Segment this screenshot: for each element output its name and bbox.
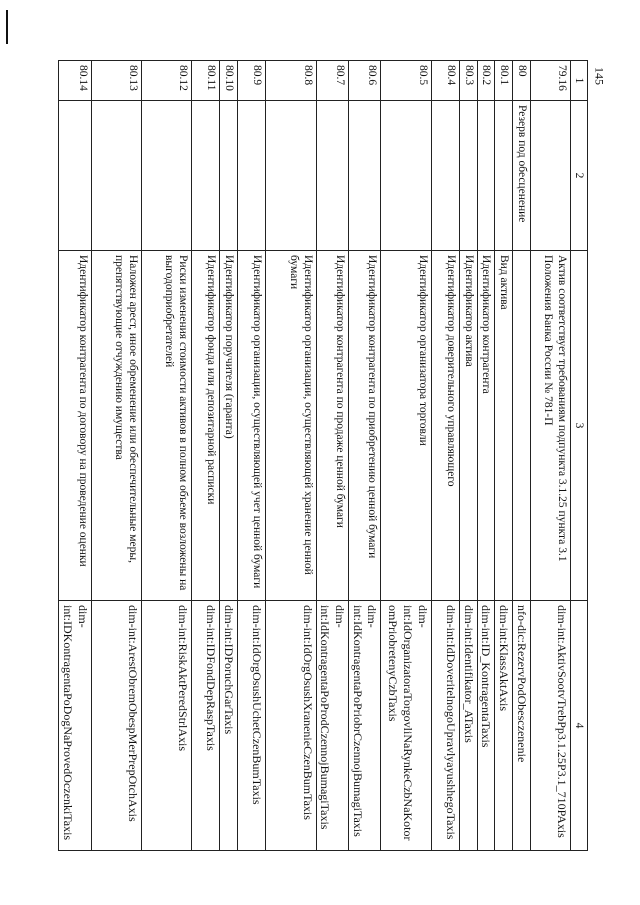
row-number-cell: 80.1	[495, 61, 513, 101]
attribute-name-cell: Идентификатор организации, осуществляющей учет ценной бумаги	[238, 251, 266, 601]
axis-code-cell: dim-int:ID_KontragentaTaxis	[477, 601, 495, 851]
table-row	[513, 61, 531, 851]
section-name-cell	[316, 101, 348, 251]
table-row	[266, 61, 316, 851]
row-number-cell: 80	[513, 61, 531, 101]
table-row	[431, 61, 459, 851]
table-row	[238, 61, 266, 851]
axis-code-cell: dim-int:AktivSootvTrebPp3.1.25P3.1_710PAxis	[530, 601, 570, 851]
row-number-cell: 80.14	[59, 61, 92, 101]
attribute-name-cell	[513, 251, 531, 601]
page-number-text: 145	[592, 67, 607, 85]
section-name-cell: Резерв под обесценение	[513, 101, 531, 251]
section-name-cell	[141, 101, 191, 251]
axis-code-cell: dim-int:IdOrganizatoraTorgovliNaRynkeCzbNaKotoromPriobretenyCzbTaxis	[381, 601, 431, 851]
page-number	[588, 56, 610, 96]
row-number-cell: 80.7	[316, 61, 348, 101]
section-name-cell	[477, 101, 495, 251]
axis-code-cell: dim-int:IDPoruchGarTaxis	[220, 601, 238, 851]
table-body	[59, 61, 571, 851]
attribute-name-cell: Наложен арест, иное обременение или обеспечительные меры, препятствующие отчуждению имущества	[91, 251, 141, 601]
attribute-name-cell: Идентификатор поручителя (гаранта)	[220, 251, 238, 601]
row-number-cell: 79.16	[530, 61, 570, 101]
axis-code-cell: dim-int:IdOrgOsushXranenieCzenBumTaxis	[266, 601, 316, 851]
attribute-name-cell: Вид актива	[495, 251, 513, 601]
axis-code-cell: dim-int:IdKontragentaPoPriobrCzennojBumagiTaxis	[348, 601, 380, 851]
axis-code-cell: nfo-dic:RezervPodObesczenenie	[513, 601, 531, 851]
rotated-table-container	[58, 60, 588, 850]
section-name-cell	[431, 101, 459, 251]
section-name-cell	[459, 101, 477, 251]
table-row	[495, 61, 513, 851]
row-number-cell: 80.12	[141, 61, 191, 101]
attribute-name-cell: Идентификатор организатора торговли	[381, 251, 431, 601]
column-header-2: 2	[570, 101, 587, 251]
section-name-cell	[91, 101, 141, 251]
table-row	[220, 61, 238, 851]
attribute-name-cell: Идентификатор контрагента по договору на проведение оценки	[59, 251, 92, 601]
row-number-cell: 80.9	[238, 61, 266, 101]
row-number-cell: 80.11	[192, 61, 220, 101]
axis-code-cell: dim-int:IdKontragentaPoProdCzennojBumagiTaxis	[316, 601, 348, 851]
section-name-cell	[192, 101, 220, 251]
section-name-cell	[348, 101, 380, 251]
table-row	[91, 61, 141, 851]
table-row	[530, 61, 570, 851]
row-number-cell: 80.10	[220, 61, 238, 101]
section-name-cell	[238, 101, 266, 251]
table-row	[192, 61, 220, 851]
attribute-name-cell: Риски изменения стоимости активов в полном объеме возложены на выгодоприобретателей	[141, 251, 191, 601]
axis-code-cell: dim-int:Identifikator_ATaxis	[459, 601, 477, 851]
section-name-cell	[220, 101, 238, 251]
table-row	[477, 61, 495, 851]
section-name-cell	[381, 101, 431, 251]
axis-code-cell: dim-int:RiskAktPeredStrlAxis	[141, 601, 191, 851]
table-row	[141, 61, 191, 851]
attributes-table	[58, 60, 588, 851]
attribute-name-cell: Идентификатор контрагента по приобретению ценной бумаги	[348, 251, 380, 601]
row-number-cell: 80.3	[459, 61, 477, 101]
axis-code-cell: dim-int:IdOrgOsushUchetCzenBumTaxis	[238, 601, 266, 851]
table-row	[381, 61, 431, 851]
column-header-3: 3	[570, 251, 587, 601]
attribute-name-cell: Идентификатор актива	[459, 251, 477, 601]
axis-code-cell: dim-int:IDKontragentaPoDogNaProvedOczenkiTaxis	[59, 601, 92, 851]
column-header-1: 1	[570, 61, 587, 101]
axis-code-cell: dim-int:IDFondDepRaspTaxis	[192, 601, 220, 851]
margin-mark	[6, 10, 8, 44]
section-name-cell	[266, 101, 316, 251]
column-header-4: 4	[570, 601, 587, 851]
attribute-name-cell: Актив соответствует требованиям подпункта 3.1.25 пункта 3.1 Положения Банка России № 781-П	[530, 251, 570, 601]
row-number-cell: 80.6	[348, 61, 380, 101]
axis-code-cell: dim-int:IdDoveritelnogoUpravlyayushhegoTaxis	[431, 601, 459, 851]
row-number-cell: 80.13	[91, 61, 141, 101]
table-row	[316, 61, 348, 851]
axis-code-cell: dim-int:ArestObremObespMerPrepOtchAxis	[91, 601, 141, 851]
row-number-cell: 80.8	[266, 61, 316, 101]
row-number-cell: 80.4	[431, 61, 459, 101]
row-number-cell: 80.5	[381, 61, 431, 101]
section-name-cell	[530, 101, 570, 251]
table-header-row	[570, 61, 587, 851]
table-row	[459, 61, 477, 851]
attribute-name-cell: Идентификатор контрагента	[477, 251, 495, 601]
axis-code-cell: dim-int:KlassAktAxis	[495, 601, 513, 851]
table-row	[348, 61, 380, 851]
attribute-name-cell: Идентификатор фонда или депозитарной расписки	[192, 251, 220, 601]
section-name-cell	[59, 101, 92, 251]
attribute-name-cell: Идентификатор доверительного управляющего	[431, 251, 459, 601]
attribute-name-cell: Идентификатор организации, осуществляющей хранение ценной бумаги	[266, 251, 316, 601]
section-name-cell	[495, 101, 513, 251]
attribute-name-cell: Идентификатор контрагента по продаже ценной бумаги	[316, 251, 348, 601]
table-row	[59, 61, 92, 851]
row-number-cell: 80.2	[477, 61, 495, 101]
